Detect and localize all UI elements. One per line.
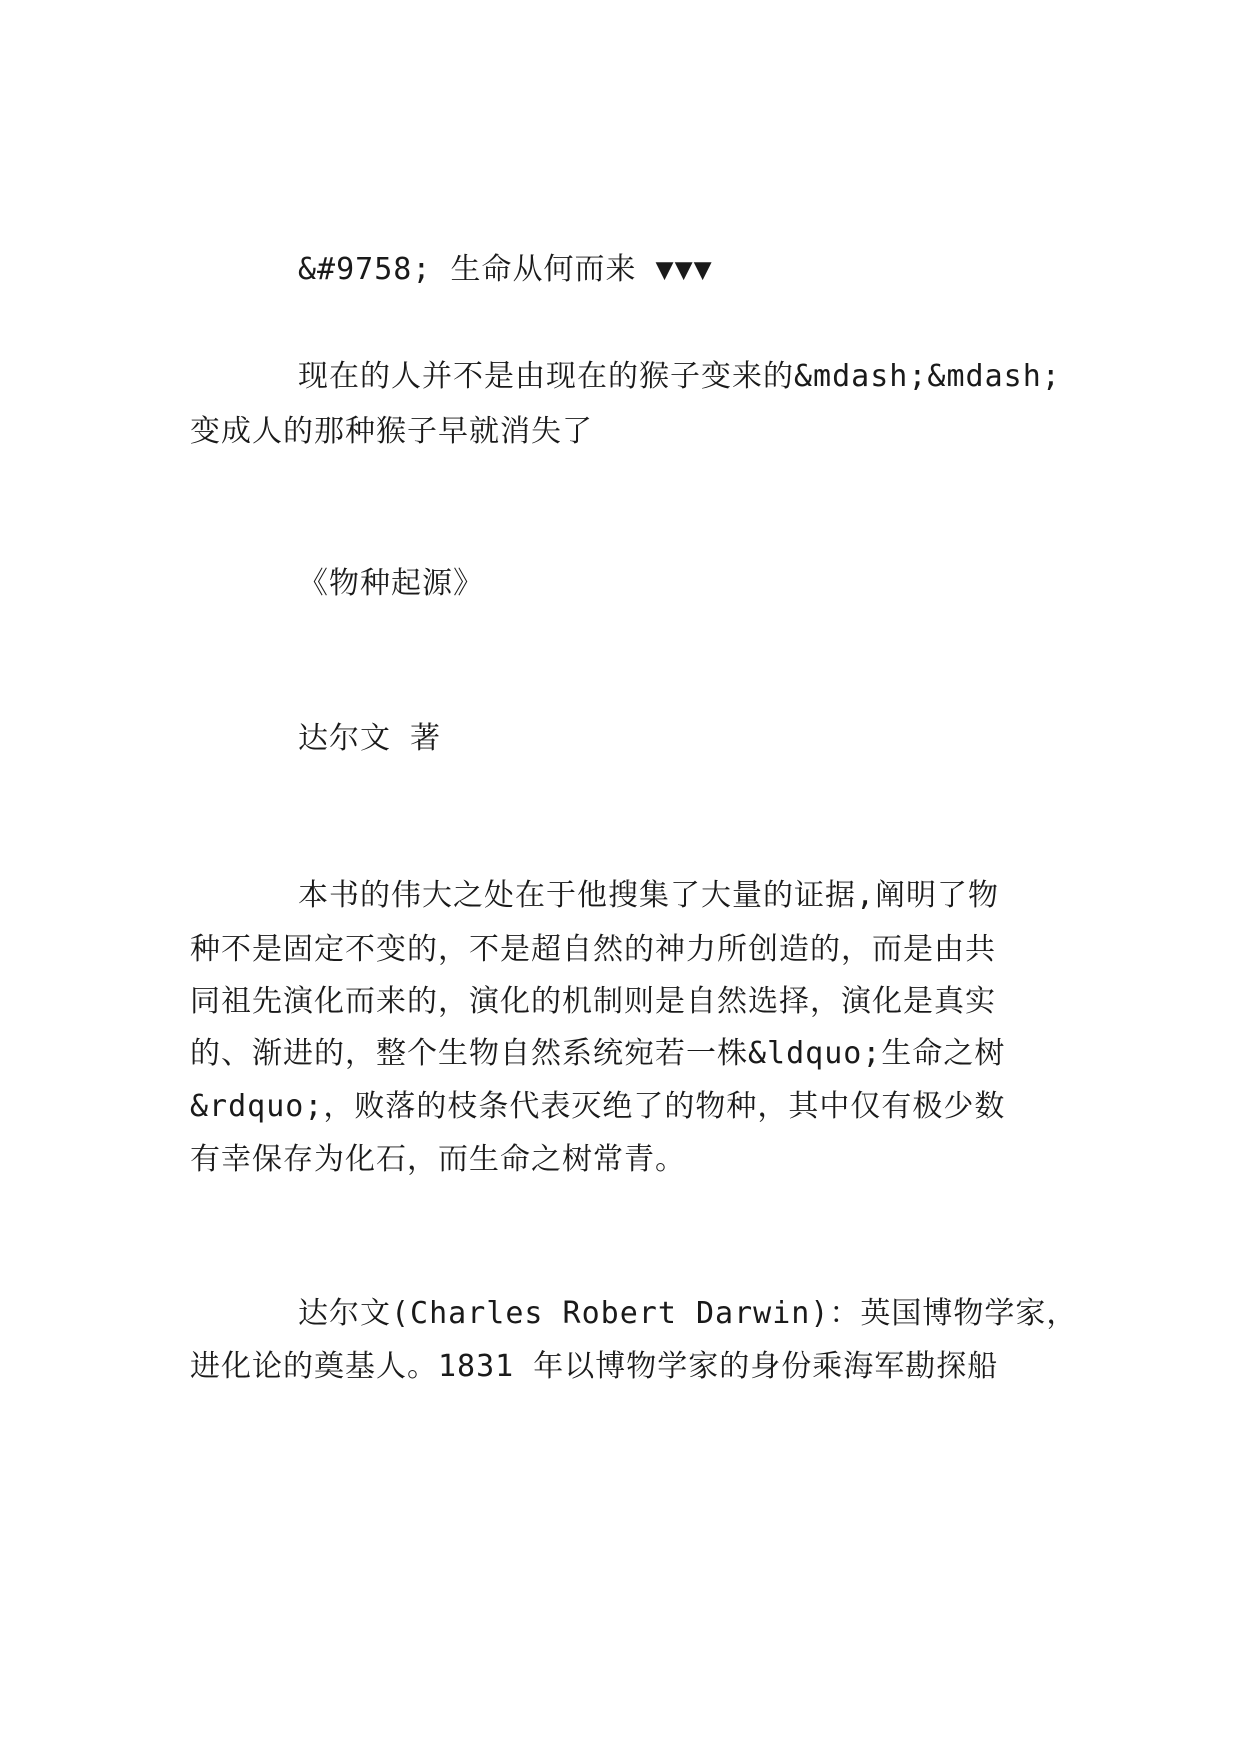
author-line: 达尔文 著 xyxy=(298,721,442,756)
bio-line-2: 进化论的奠基人。1831 年以博物学家的身份乘海军勘探船 xyxy=(190,1349,999,1384)
book-title: 《物种起源》 xyxy=(298,566,484,601)
intro-line-1: 现在的人并不是由现在的猴子变来的&mdash;&mdash; xyxy=(298,359,1061,394)
summary-line-4: 的、渐进的，整个生物自然系统宛若一株&ldquo;生命之树 xyxy=(190,1036,1006,1071)
summary-line-6: 有幸保存为化石，而生命之树常青。 xyxy=(190,1142,686,1177)
summary-line-2: 种不是固定不变的，不是超自然的神力所创造的，而是由共 xyxy=(190,932,996,967)
bio-line-1: 达尔文(Charles Robert Darwin)：英国博物学家， xyxy=(298,1296,1078,1331)
summary-line-1: 本书的伟大之处在于他搜集了大量的证据,阐明了物 xyxy=(298,878,1000,913)
summary-line-5: &rdquo;，败落的枝条代表灭绝了的物种，其中仅有极少数 xyxy=(190,1089,1006,1124)
summary-line-3: 同祖先演化而来的，演化的机制则是自然选择，演化是真实 xyxy=(190,984,996,1019)
intro-line-2: 变成人的那种猴子早就消失了 xyxy=(190,414,593,449)
section-heading: &#9758; 生命从何而来 ▼▼▼ xyxy=(298,252,713,287)
